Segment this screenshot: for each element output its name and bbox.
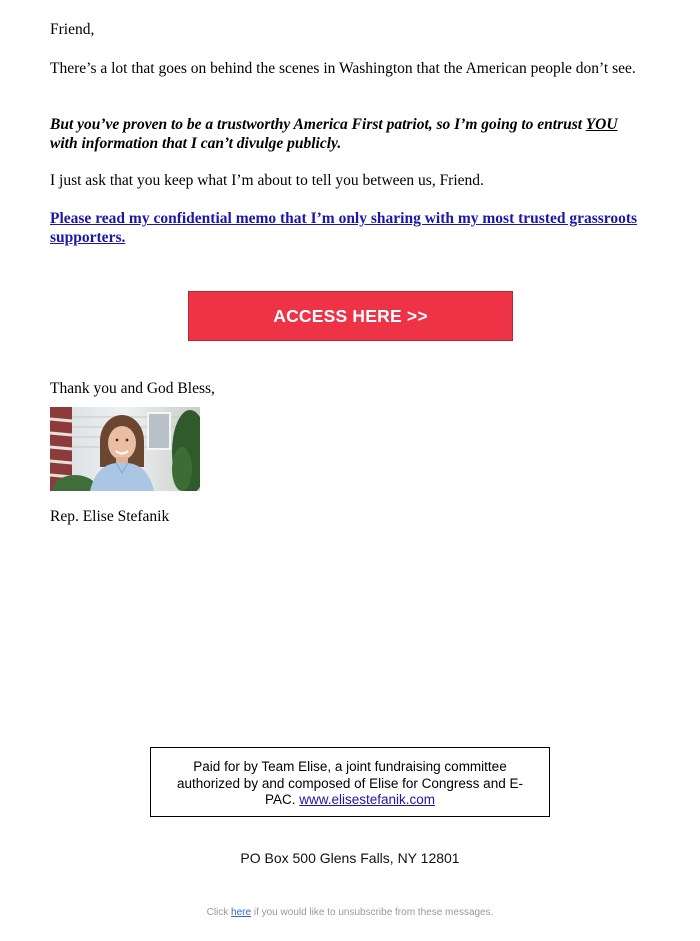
greeting: Friend, <box>50 21 95 38</box>
unsub-text-after: if you would like to unsubscribe from these messages. <box>251 907 494 918</box>
unsub-text-before: Click <box>206 907 232 918</box>
para2-emphasis-you: YOU <box>585 116 618 133</box>
paragraph-keep-between-us: I just ask that you keep what I’m about to tell you between us, Friend. <box>50 172 484 189</box>
paid-for-disclaimer-box <box>150 747 550 817</box>
closing-line: Thank you and God Bless, <box>50 380 215 397</box>
portrait-photo <box>50 407 200 491</box>
unsubscribe-line <box>0 907 700 918</box>
para2-text-before: But you’ve proven to be a trustworthy America First patriot, so I’m going to entrust <box>50 116 586 133</box>
paragraph-behind-the-scenes: There’s a lot that goes on behind the scenes in Washington that the American people don’t see. <box>50 60 636 77</box>
mailing-address: PO Box 500 Glens Falls, NY 12801 <box>240 850 460 866</box>
unsubscribe-link[interactable]: here <box>231 907 252 918</box>
paragraph-trustworthy-patriot <box>50 115 645 153</box>
signature: Rep. Elise Stefanik <box>50 508 170 525</box>
disclaimer-text: Paid for by Team Elise, a joint fundraising committee authorized by and composed of Elise for Congress and E-PAC. <box>177 759 523 807</box>
access-here-button[interactable]: ACCESS HERE >> <box>188 291 513 341</box>
confidential-memo-link[interactable]: Please read my confidential memo that I’m only sharing with my most trusted grassroots supporters. <box>50 210 638 246</box>
paragraph-memo <box>50 209 650 247</box>
website-link[interactable]: www.elisestefanik.com <box>299 792 436 807</box>
para2-text-after: with information that I can’t divulge publicly. <box>50 135 342 152</box>
